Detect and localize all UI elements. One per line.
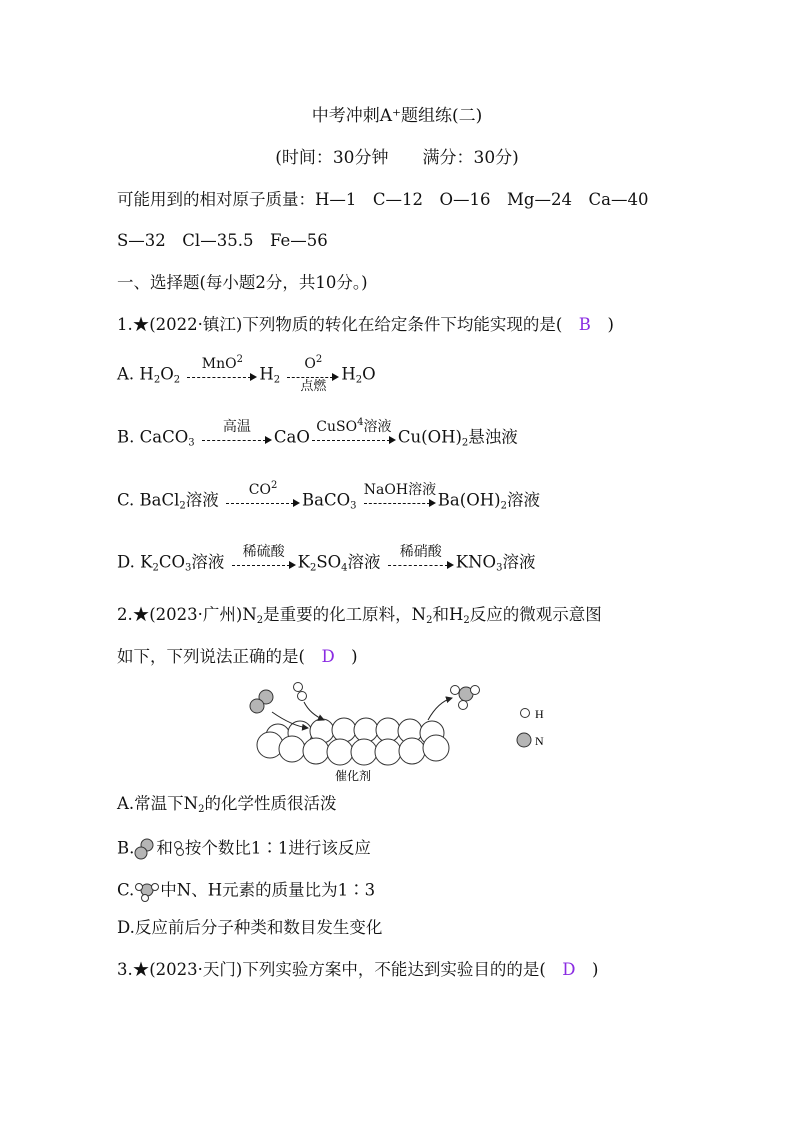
nh3-molecule	[451, 686, 480, 710]
atomic-masses-line-2: S—32 Cl—35.5 Fe—56	[117, 231, 328, 250]
legend-n-label: N	[535, 734, 544, 748]
q1-stem-text: 1.★(2022·镇江)下列物质的转化在给定条件下均能实现的是(	[117, 315, 579, 334]
reaction-arrow: CuSO$^4$溶液	[312, 429, 396, 447]
q1-option-a: A. $H_2O_2$ MnO$^2$ $H_2$ $O^2$ 点燃 $H_2O$	[117, 354, 376, 394]
q2-stem-line-1: 2.★(2023·广州)$N_2$是重要的化工原料，$N_2$和$H_2$反应的微观示意图	[117, 605, 602, 626]
page-subtitle: (时间：30分钟 满分：30分)	[275, 148, 519, 168]
reaction-arrow: $CO^2$	[226, 492, 300, 510]
reaction-arrow: 高温	[202, 429, 272, 447]
n2-molecule	[250, 690, 273, 713]
q1-option-d: D. $K_2CO_3$溶液 稀硫酸 $K_2SO_4$溶液 稀硝酸 $KNO_3$溶液	[117, 544, 536, 574]
q2-option-a: A.常温下$N_2$的化学性质很活泼	[117, 794, 337, 815]
q2-stem-line-2: 如下，下列说法正确的是( D )	[117, 647, 358, 666]
q2-option-b: B. 和 按个数比1∶1进行该反应	[117, 838, 371, 860]
reaction-arrow: MnO$^2$	[187, 366, 257, 384]
q3-stem: 3.★(2023·天门)下列实验方案中，不能达到实验目的的是( D )	[117, 960, 599, 979]
q1-stem-end: )	[590, 315, 614, 334]
reaction-arrow: $O^2$ 点燃	[287, 366, 339, 384]
reaction-arrow: 稀硝酸	[388, 554, 454, 572]
q1-option-c: C. BaCl$_2$溶液 $CO^2$ BaCO$_3$ NaOH溶液 $Ba(OH)_2$溶液	[117, 480, 540, 512]
catalyst-surface	[257, 718, 449, 765]
q1-stem	[117, 317, 614, 334]
n2-molecule-icon	[134, 838, 156, 860]
q2-option-c: C. 中N、H元素的质量比为1∶3	[117, 880, 375, 902]
legend-h-label: H	[535, 707, 544, 721]
arrow-out-nh3	[428, 698, 452, 720]
q2-answer: D	[321, 647, 335, 666]
reaction-micro-diagram	[240, 678, 570, 788]
nh3-molecule-icon	[134, 880, 160, 902]
q3-answer: D	[562, 960, 576, 979]
legend-h-symbol	[521, 709, 530, 718]
section-heading: 一、选择题(每小题2分，共10分。)	[117, 273, 368, 292]
arrow-in-h2	[304, 702, 324, 720]
q1-option-b: B. CaCO$_3$ 高温 CaO CuSO$^4$溶液 $Cu(OH)_2$悬浊液	[117, 417, 518, 449]
q1-answer: B	[578, 315, 591, 334]
legend-n-symbol	[517, 733, 531, 747]
h2-molecule-icon	[173, 840, 185, 858]
reaction-arrow: 稀硫酸	[232, 554, 296, 572]
q2-option-d: D.反应前后分子种类和数目发生变化	[117, 918, 383, 937]
atomic-masses-line-1: 可能用到的相对原子质量：H—1 C—12 O—16 Mg—24 Ca—40	[117, 190, 649, 209]
catalyst-label: 催化剂	[334, 769, 372, 783]
h2-molecule	[294, 683, 307, 701]
reaction-arrow: NaOH溶液	[364, 492, 436, 510]
page-title: 中考冲刺A⁺题组练(二)	[311, 106, 483, 126]
